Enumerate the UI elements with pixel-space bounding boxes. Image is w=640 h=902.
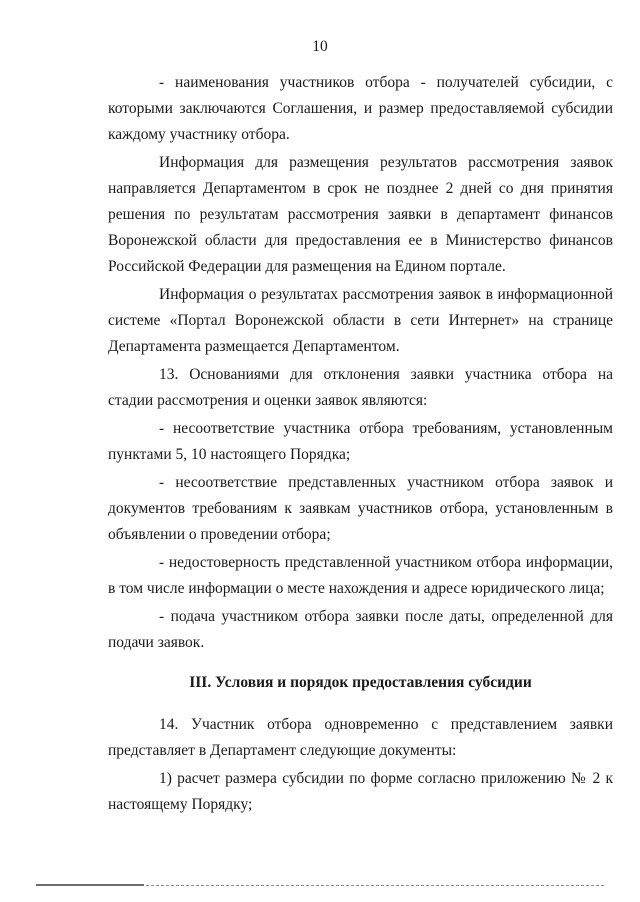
paragraph-required-documents: 14. Участник отбора одновременно с представлением заявки представляет в Департамент следующие документы: xyxy=(108,716,613,759)
paragraph-rejection-grounds: 13. Основаниями для отклонения заявки участника отбора на стадии рассмотрения и оценки заявок являются: xyxy=(108,366,613,409)
list-item-false-information: - недостоверность представленной участником отбора информации, в том числе информации о месте нахождения и адресе юридического лица; xyxy=(108,554,613,597)
list-item-documents-mismatch: - несоответствие представленных участником отбора заявок и документов требованиям к заявкам участников отбора, установленным в объявлении о проведении отбора; xyxy=(108,474,613,543)
paragraph-recipients-list: - наименования участников отбора - получателей субсидии, с которыми заключаются Соглашения, и размер предоставляемой субсидии каждому участнику отбора. xyxy=(108,74,613,143)
list-item-subsidy-calculation: 1) расчет размера субсидии по форме согласно приложению № 2 к настоящему Порядку; xyxy=(108,770,613,813)
list-item-requirements-mismatch: - несоответствие участника отбора требованиям, установленным пунктами 5, 10 настоящего Порядка; xyxy=(108,420,613,463)
list-item-late-submission: - подача участником отбора заявки после даты, определенной для подачи заявок. xyxy=(108,608,613,651)
footer-divider-accent xyxy=(36,884,144,886)
page-number: 10 xyxy=(312,38,328,55)
paragraph-results-portal: Информация о результатах рассмотрения заявок в информационной системе «Портал Воронежской области в сети Интернет» на странице Департамента размещается Департаментом. xyxy=(108,286,613,355)
paragraph-results-publication: Информация для размещения результатов рассмотрения заявок направляется Департаментом в срок не позднее 2 дней со дня принятия решения по результатам рассмотрения заявки в департамент финансов Воронежской области для предоставления ее в Министерство финансов Российской Федерации для размещения на Едином портале. xyxy=(108,154,613,275)
document-body xyxy=(108,70,613,820)
section-heading: III. Условия и порядок предоставления субсидии xyxy=(189,674,532,691)
